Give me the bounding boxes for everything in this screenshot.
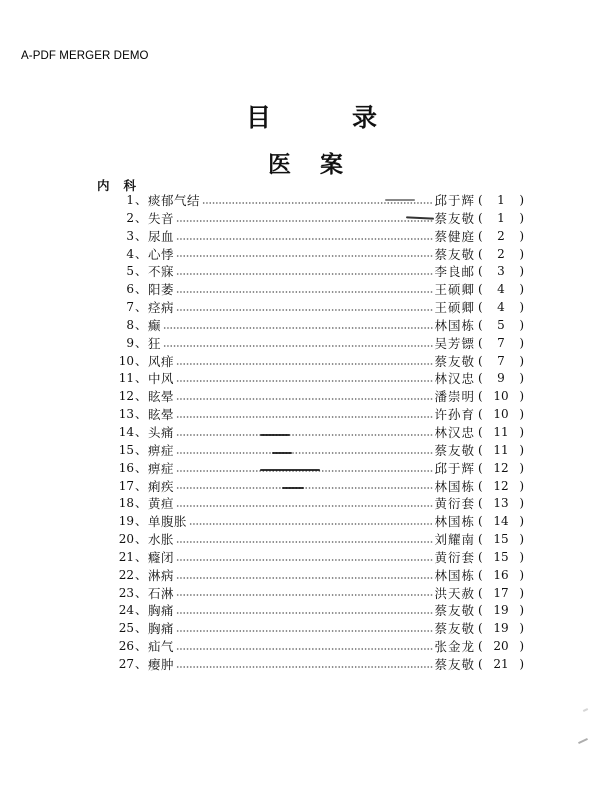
close-paren: ) [519, 442, 524, 457]
entry-author: 蔡友敬 [434, 442, 475, 458]
open-paren: ( [478, 496, 483, 511]
entry-separator: 、 [134, 621, 147, 636]
entry-separator: 、 [134, 424, 147, 439]
entry-author: 黄衍套 [434, 549, 475, 565]
entry-author: 刘耀南 [434, 532, 475, 548]
entry-page [475, 424, 524, 442]
close-paren: ) [519, 264, 524, 279]
entry-title: 狂 [148, 335, 162, 351]
entry-author: 林国栋 [434, 514, 475, 530]
dot-leader [163, 345, 433, 347]
open-paren: ( [478, 193, 483, 207]
entry-number: 11 [118, 371, 134, 386]
toc-entry [114, 442, 524, 460]
entry-number: 20 [118, 532, 134, 547]
entry-title: 头痛 [148, 424, 175, 440]
entry-author: 林国栋 [434, 567, 475, 583]
toc-entry [114, 388, 524, 406]
entry-title: 尿血 [148, 228, 175, 244]
close-paren: ) [519, 496, 524, 511]
category-label-2: 科 [123, 178, 137, 193]
open-paren: ( [478, 371, 483, 386]
entry-title: 不寐 [148, 264, 175, 280]
entry-title: 单腹胀 [148, 514, 188, 530]
toc-entry [114, 406, 524, 424]
entry-separator: 、 [134, 478, 147, 493]
scan-speck [578, 738, 588, 744]
dot-leader [176, 594, 433, 596]
entry-separator: 、 [134, 460, 147, 475]
entry-author: 蔡友敬 [434, 246, 475, 262]
entry-author: 林汉忠 [434, 371, 475, 387]
entry-author: 蔡友敬 [434, 353, 475, 369]
dot-leader [176, 630, 433, 632]
open-paren: ( [478, 532, 483, 547]
section-title-left: 医 [268, 152, 292, 178]
entry-separator: 、 [134, 603, 147, 618]
scan-mark [272, 452, 292, 454]
open-paren: ( [478, 389, 483, 404]
page-number: 12 [493, 478, 509, 493]
entry-separator: 、 [134, 317, 147, 332]
entry-number: 24 [118, 603, 134, 618]
entry-author: 王硕卿 [434, 300, 475, 316]
page-number: 17 [493, 585, 509, 600]
close-paren: ) [519, 300, 524, 315]
watermark-text: A-PDF MERGER DEMO [21, 50, 149, 62]
toc-entry [114, 228, 524, 246]
entry-separator: 、 [134, 353, 147, 368]
entry-title: 疝气 [148, 639, 175, 655]
entry-number: 18 [118, 496, 134, 511]
entry-author: 黄衍套 [434, 496, 475, 512]
entry-page [475, 549, 524, 567]
entry-title: 眩晕 [148, 407, 175, 423]
entry-author: 蔡友敬 [434, 656, 475, 672]
entry-page [475, 263, 524, 281]
dot-leader [176, 648, 433, 650]
page-number: 19 [493, 621, 509, 636]
toc-entry [114, 495, 524, 513]
close-paren: ) [519, 389, 524, 404]
entry-number: 19 [118, 514, 134, 529]
entry-separator: 、 [134, 371, 147, 386]
close-paren: ) [519, 371, 524, 386]
entry-author: 潘崇明 [434, 389, 475, 405]
entry-title: 癫 [148, 317, 162, 333]
toc-entry [114, 192, 524, 210]
entry-title: 胸痛 [148, 603, 175, 619]
dot-leader [176, 220, 433, 222]
entry-separator: 、 [134, 335, 147, 350]
entry-separator: 、 [134, 656, 147, 671]
scan-mark [385, 199, 415, 201]
toc-entry [114, 638, 524, 656]
entry-title: 瘿肿 [148, 656, 175, 672]
entry-title: 眩晕 [148, 389, 175, 405]
open-paren: ( [478, 549, 483, 564]
page-number: 15 [493, 532, 509, 547]
scan-mark [282, 487, 304, 489]
entry-page [475, 246, 524, 264]
entry-title: 淋病 [148, 567, 175, 583]
close-paren: ) [519, 478, 524, 493]
entry-separator: 、 [134, 585, 147, 600]
entry-number: 14 [118, 424, 134, 439]
entry-page [475, 567, 524, 585]
entry-author: 林国栋 [434, 317, 475, 333]
dot-leader [176, 541, 433, 543]
entry-separator: 、 [134, 228, 147, 243]
entry-page [475, 460, 524, 478]
close-paren: ) [519, 282, 524, 297]
entry-page [475, 317, 524, 335]
entry-number: 15 [118, 442, 134, 457]
open-paren: ( [478, 514, 483, 529]
entry-number: 10 [118, 353, 134, 368]
open-paren: ( [478, 246, 483, 261]
page-number: 19 [493, 603, 509, 618]
entry-number: 2 [126, 210, 134, 225]
entry-number: 8 [126, 317, 134, 332]
entry-separator: 、 [134, 567, 147, 582]
open-paren: ( [478, 335, 483, 350]
open-paren: ( [478, 282, 483, 297]
page-number: 2 [497, 228, 505, 243]
close-paren: ) [519, 193, 524, 207]
page-number: 14 [493, 514, 509, 529]
entry-page [475, 531, 524, 549]
open-paren: ( [478, 210, 483, 225]
entry-page [475, 228, 524, 246]
entry-number: 23 [118, 585, 134, 600]
entry-separator: 、 [134, 514, 147, 529]
scan-speck [583, 708, 588, 712]
entry-page [475, 442, 524, 460]
open-paren: ( [478, 442, 483, 457]
entry-number: 27 [118, 656, 134, 671]
toc-entry [114, 549, 524, 567]
dot-leader [176, 309, 433, 311]
toc-entry [114, 656, 524, 674]
open-paren: ( [478, 621, 483, 636]
close-paren: ) [519, 549, 524, 564]
entry-number: 6 [126, 282, 134, 297]
entry-title: 心悸 [148, 246, 175, 262]
open-paren: ( [478, 424, 483, 439]
toc-entry [114, 602, 524, 620]
entry-title: 癃闭 [148, 549, 175, 565]
entry-page [475, 656, 524, 674]
entry-number: 22 [118, 567, 134, 582]
page-number: 5 [497, 317, 505, 332]
close-paren: ) [519, 460, 524, 475]
entry-title: 阳萎 [148, 282, 175, 298]
open-paren: ( [478, 264, 483, 279]
entry-author: 林汉忠 [434, 424, 475, 440]
entry-title: 石淋 [148, 585, 175, 601]
page-number: 12 [493, 460, 509, 475]
page-number: 4 [497, 300, 505, 315]
open-paren: ( [478, 656, 483, 671]
entry-number: 5 [126, 264, 134, 279]
entry-title: 痢疾 [148, 478, 175, 494]
page-title-right: 录 [352, 103, 378, 132]
entry-title: 风痱 [148, 353, 175, 369]
entry-author: 蔡友敬 [434, 621, 475, 637]
entry-author: 张金龙 [434, 639, 475, 655]
toc-entry [114, 210, 524, 228]
entry-number: 7 [126, 300, 134, 315]
page-number: 13 [493, 496, 509, 511]
scan-mark [260, 434, 290, 436]
page-number: 10 [493, 407, 509, 422]
toc-entry [114, 585, 524, 603]
scan-mark [260, 469, 320, 471]
entry-title: 失音 [148, 210, 175, 226]
close-paren: ) [519, 407, 524, 422]
entry-separator: 、 [134, 210, 147, 225]
toc-entry [114, 370, 524, 388]
close-paren: ) [519, 424, 524, 439]
close-paren: ) [519, 228, 524, 243]
entry-page [475, 299, 524, 317]
entry-page [475, 620, 524, 638]
category-label-1: 内 [97, 178, 110, 193]
dot-leader [176, 255, 433, 257]
entry-separator: 、 [134, 264, 147, 279]
page-number: 2 [497, 246, 505, 261]
close-paren: ) [519, 335, 524, 350]
dot-leader [202, 202, 433, 204]
open-paren: ( [478, 300, 483, 315]
entry-title: 痰郁气结 [148, 193, 201, 208]
close-paren: ) [519, 621, 524, 636]
entry-separator: 、 [134, 532, 147, 547]
dot-leader [176, 505, 433, 507]
entry-page [475, 388, 524, 406]
entry-page [475, 406, 524, 424]
entry-separator: 、 [134, 300, 147, 315]
toc-entry [114, 335, 524, 353]
entry-separator: 、 [134, 389, 147, 404]
entry-page [475, 513, 524, 531]
entry-page [475, 281, 524, 299]
entry-title: 痹症 [148, 442, 175, 458]
entry-page [475, 192, 524, 210]
toc-entry [114, 317, 524, 335]
dot-leader [176, 398, 433, 400]
close-paren: ) [519, 246, 524, 261]
dot-leader [176, 291, 433, 293]
section-title-right: 案 [320, 152, 344, 178]
dot-leader [176, 559, 433, 561]
open-paren: ( [478, 317, 483, 332]
page-title [0, 98, 612, 132]
dot-leader [176, 666, 433, 668]
open-paren: ( [478, 585, 483, 600]
entry-page [475, 602, 524, 620]
dot-leader [176, 363, 433, 365]
entry-separator: 、 [134, 639, 147, 654]
close-paren: ) [519, 210, 524, 225]
entry-number: 3 [126, 228, 134, 243]
close-paren: ) [519, 353, 524, 368]
dot-leader [163, 327, 433, 329]
entry-title: 胸痛 [148, 621, 175, 637]
entry-number: 13 [118, 407, 134, 422]
open-paren: ( [478, 460, 483, 475]
open-paren: ( [478, 478, 483, 493]
dot-leader [176, 452, 433, 454]
entry-author: 邱于辉 [434, 460, 475, 476]
toc-entry [114, 513, 524, 531]
open-paren: ( [478, 639, 483, 654]
entry-author: 林国栋 [434, 478, 475, 494]
entry-author: 蔡健庭 [434, 228, 475, 244]
close-paren: ) [519, 532, 524, 547]
toc-entry [114, 281, 524, 299]
entry-separator: 、 [134, 282, 147, 297]
close-paren: ) [519, 585, 524, 600]
entry-author: 吴芳镖 [434, 335, 475, 351]
table-of-contents [114, 192, 524, 674]
entry-author: 许孙育 [434, 407, 475, 423]
entry-separator: 、 [134, 549, 147, 564]
entry-page [475, 335, 524, 353]
page-number: 11 [493, 442, 509, 457]
open-paren: ( [478, 407, 483, 422]
entry-number: 25 [118, 621, 134, 636]
entry-separator: 、 [134, 193, 147, 207]
entry-separator: 、 [134, 496, 147, 511]
entry-number: 16 [118, 460, 134, 475]
entry-page [475, 210, 524, 228]
entry-author: 李良邮 [434, 264, 475, 280]
entry-title: 痉病 [148, 300, 175, 316]
close-paren: ) [519, 567, 524, 582]
open-paren: ( [478, 567, 483, 582]
toc-entry [114, 299, 524, 317]
entry-author: 蔡友敬 [434, 603, 475, 619]
page-number: 9 [497, 371, 505, 386]
entry-number: 26 [118, 639, 134, 654]
dot-leader [176, 612, 433, 614]
page-number: 21 [493, 656, 509, 671]
toc-entry [114, 263, 524, 281]
close-paren: ) [519, 317, 524, 332]
entry-page [475, 585, 524, 603]
entry-page [475, 495, 524, 513]
dot-leader [176, 487, 433, 489]
toc-entry [114, 531, 524, 549]
open-paren: ( [478, 353, 483, 368]
dot-leader [176, 273, 433, 275]
toc-entry [114, 353, 524, 371]
entry-number: 17 [118, 478, 134, 493]
page-number: 4 [497, 282, 505, 297]
close-paren: ) [519, 514, 524, 529]
entry-author: 王硕卿 [434, 282, 475, 298]
toc-entry [114, 424, 524, 442]
entry-title: 黄疸 [148, 496, 175, 512]
entry-page [475, 370, 524, 388]
page-number: 1 [497, 193, 505, 207]
toc-entry [114, 567, 524, 585]
entry-number: 1 [126, 193, 134, 207]
dot-leader [176, 577, 433, 579]
close-paren: ) [519, 656, 524, 671]
toc-entry [114, 246, 524, 264]
page-number: 3 [497, 264, 505, 279]
entry-page [475, 638, 524, 656]
entry-page [475, 353, 524, 371]
toc-entry [114, 620, 524, 638]
open-paren: ( [478, 603, 483, 618]
close-paren: ) [519, 603, 524, 618]
page-number: 16 [493, 567, 509, 582]
close-paren: ) [519, 639, 524, 654]
entry-separator: 、 [134, 246, 147, 261]
entry-title: 痹症 [148, 460, 175, 476]
entry-separator: 、 [134, 407, 147, 422]
page-number: 10 [493, 389, 509, 404]
dot-leader [189, 523, 433, 525]
page-number: 11 [493, 424, 509, 439]
entry-number: 21 [118, 549, 134, 564]
dot-leader [176, 416, 433, 418]
entry-number: 4 [126, 246, 134, 261]
entry-author: 洪天赦 [434, 585, 475, 601]
page-title-left: 目 [246, 103, 272, 132]
page-number: 15 [493, 549, 509, 564]
entry-number: 12 [118, 389, 134, 404]
page-number: 7 [497, 353, 505, 368]
entry-title: 中风 [148, 371, 175, 387]
dot-leader [176, 434, 433, 436]
page-number: 1 [497, 210, 505, 225]
entry-separator: 、 [134, 442, 147, 457]
entry-title: 水胀 [148, 532, 175, 548]
dot-leader [176, 380, 433, 382]
dot-leader [176, 238, 433, 240]
page-number: 7 [497, 335, 505, 350]
open-paren: ( [478, 228, 483, 243]
entry-number: 9 [126, 335, 134, 350]
entry-author: 邱于辉 [434, 193, 475, 208]
entry-page [475, 478, 524, 496]
entry-author: 蔡友敬 [434, 210, 475, 226]
toc-entry [114, 478, 524, 496]
page-number: 20 [493, 639, 509, 654]
